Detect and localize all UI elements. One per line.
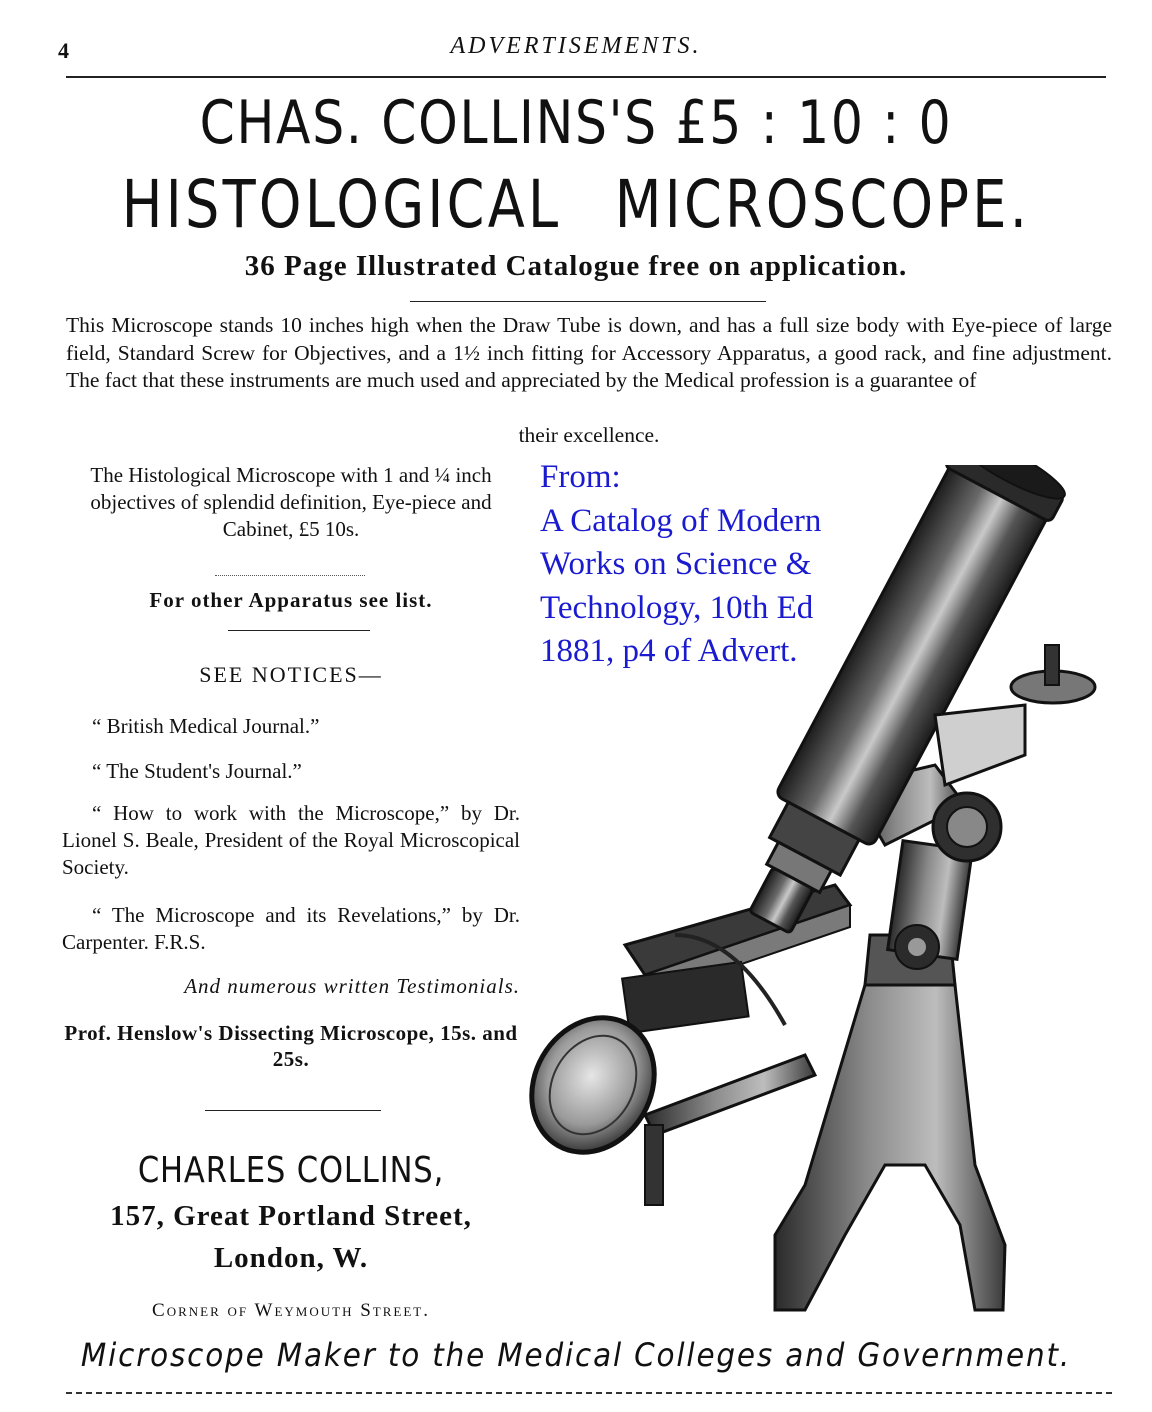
ad-title-line2: HISTOLOGICAL MICROSCOPE. (121, 166, 1031, 243)
source-note-line: Works on Science & (540, 546, 812, 582)
catalogue-offer: 36 Page Illustrated Catalogue free on application. (244, 250, 908, 282)
source-note-line: Technology, 10th Ed (540, 589, 814, 626)
henslow-offer: Prof. Henslow's Dissecting Microscope, 15s. and 25s. (64, 1021, 518, 1071)
footer-rule (66, 1392, 1112, 1394)
running-head: ADVERTISEMENTS. (450, 33, 702, 59)
title-divider (410, 301, 766, 302)
page-number: 4 (58, 38, 69, 63)
intro-paragraph: This Microscope stands 10 inches high when the Draw Tube is down, and has a full size body with Eye-piece of large field, Standard Screw for Objectives, and a 1½ inch fitting for Accessory Apparatus, a good rack, and fine adjustment. The fact that these instruments are much used and appreciated by the Medical profession is a guarantee of (66, 313, 1112, 392)
section-divider (228, 630, 370, 631)
source-note (540, 456, 860, 674)
city-address: London, W. (213, 1242, 369, 1274)
corner-note: Corner of Weymouth Street. (152, 1300, 430, 1321)
maker-name: CHARLES COLLINS, (137, 1150, 445, 1191)
source-note-line: From: (540, 459, 621, 495)
notice-item: “ How to work with the Microscope,” by Dr. Lionel S. Beale, President of the Royal Microscopical Society. (62, 801, 520, 879)
dotted-divider (215, 575, 365, 576)
notice-item: “ The Microscope and its Revelations,” by Dr. Carpenter. F.R.S. (62, 903, 520, 954)
notice-item: “ British Medical Journal.” (92, 714, 320, 738)
source-note-line: A Catalog of Modern (540, 502, 822, 539)
street-address: 157, Great Portland Street, (110, 1200, 472, 1232)
ad-title-line1: CHAS. COLLINS'S £5 : 10 : 0 (199, 88, 953, 158)
other-apparatus: For other Apparatus see list. (149, 588, 433, 612)
source-note-line: 1881, p4 of Advert. (540, 633, 798, 669)
footer-tagline: Microscope Maker to the Medical Colleges and Government. (80, 1336, 1072, 1374)
address-divider (205, 1110, 381, 1111)
histological-offer: The Histological Microscope with 1 and ¼ inch objectives of splendid definition, Eye-piece and Cabinet, £5 10s. (90, 463, 492, 541)
testimonials-note: And numerous written Testimonials. (184, 974, 520, 998)
intro-paragraph-end: their excellence. (518, 423, 660, 447)
header-rule (66, 76, 1106, 78)
see-notices-heading: SEE NOTICES— (199, 662, 383, 687)
notice-item: “ The Student's Journal.” (92, 759, 302, 783)
